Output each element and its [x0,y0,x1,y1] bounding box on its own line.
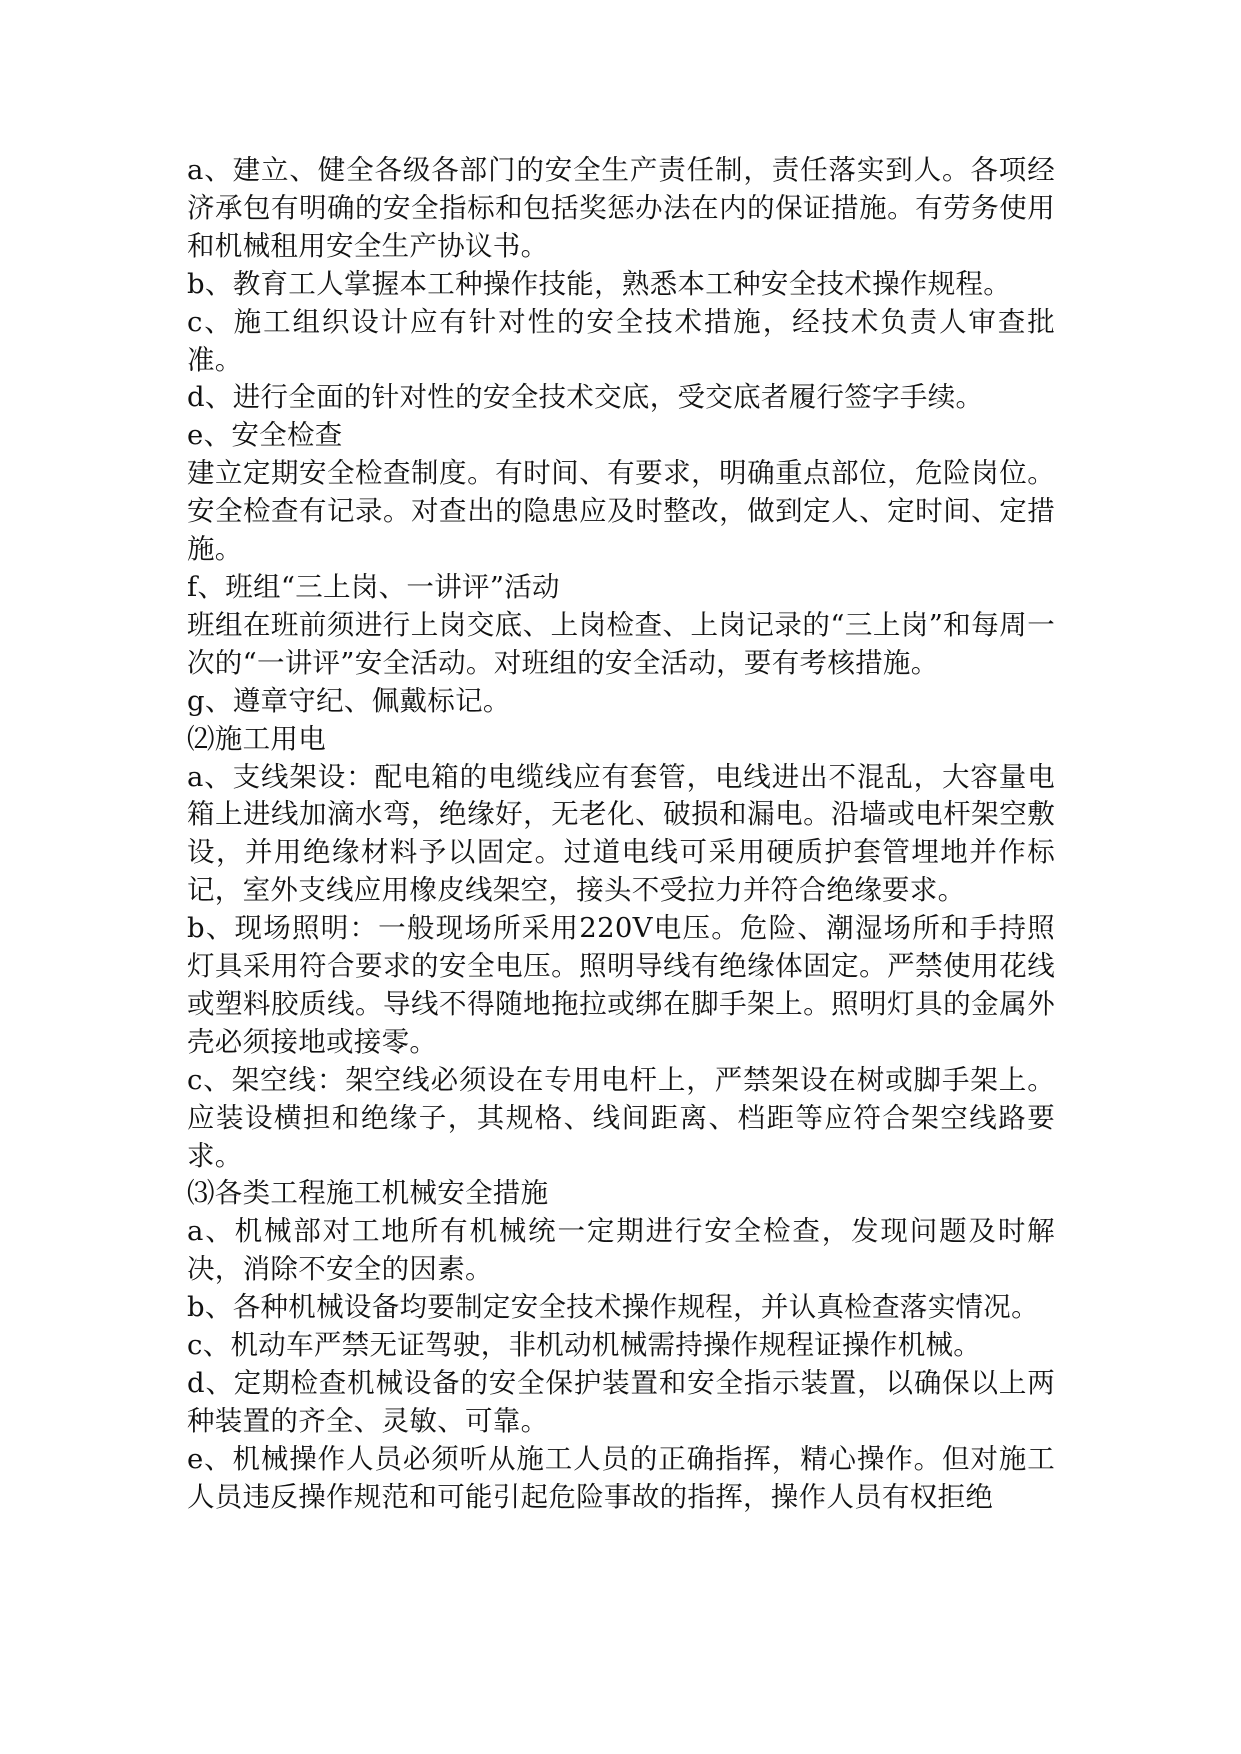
heading-safety-inspection: e、安全检查 [187,419,343,452]
section-heading-machinery: ⑶各类工程施工机械安全措施 [187,1177,549,1210]
paragraph-vehicle-license: c、机动车严禁无证驾驶，非机动机械需持操作规程证操作机械。 [187,1329,982,1362]
paragraph-worker-education: b、教育工人掌握本工种操作技能，熟悉本工种安全技术操作规程。 [187,267,1012,300]
paragraph-branch-wiring: a、支线架设：配电箱的电缆线应有套管，电线进出不混乱，大容量电箱上进线加滴水弯，绝缘好，无老化、破损和漏电。沿墙或电杆架空敷设，并用绝缘材料予以固定。过道电线可采用硬质护套管埋地并作标记，室外支线应用橡皮线架空，接头不受拉力并符合绝缘要求。 [187,760,1055,907]
paragraph-discipline: g、遵章守纪、佩戴标记。 [187,684,511,717]
heading-team-activity: f、班组“三上岗、一讲评”活动 [187,570,560,603]
paragraph-construction-design: c、施工组织设计应有针对性的安全技术措施，经技术负责人审查批准。 [187,305,1055,376]
section-heading-electricity: ⑵施工用电 [187,722,326,755]
paragraph-team-activity: 班组在班前须进行上岗交底、上岗检查、上岗记录的“三上岗”和每周一次的“一讲评”安全活动。对班组的安全活动，要有考核措施。 [187,608,1055,679]
document-page [187,152,1055,1517]
paragraph-operating-rules: b、各种机械设备均要制定安全技术操作规程，并认真检查落实情况。 [187,1291,1039,1324]
paragraph-technical-briefing: d、进行全面的针对性的安全技术交底，受交底者履行签字手续。 [187,381,984,414]
paragraph-machinery-inspection: a、机械部对工地所有机械统一定期进行安全检查，发现问题及时解决，消除不安全的因素。 [187,1215,1055,1286]
paragraph-protection-devices: d、定期检查机械设备的安全保护装置和安全指示装置，以确保以上两种装置的齐全、灵敏、可靠。 [187,1367,1055,1437]
paragraph-operator-command: e、机械操作人员必须听从施工人员的正确指挥，精心操作。但对施工人员违反操作规范和可能引起危险事故的指挥，操作人员有权拒绝 [187,1442,1055,1513]
paragraph-inspection-system: 建立定期安全检查制度。有时间、有要求，明确重点部位，危险岗位。安全检查有记录。对查出的隐患应及时整改，做到定人、定时间、定措施。 [187,457,1055,566]
paragraph-overhead-lines: c、架空线：架空线必须设在专用电杆上，严禁架设在树或脚手架上。应装设横担和绝缘子，其规格、线间距离、档距等应符合架空线路要求。 [187,1063,1055,1172]
paragraph-safety-responsibility: a、建立、健全各级各部门的安全生产责任制，责任落实到人。各项经济承包有明确的安全指标和包括奖惩办法在内的保证措施。有劳务使用和机械租用安全生产协议书。 [187,154,1055,262]
paragraph-site-lighting: b、现场照明：一般现场所采用220V电压。危险、潮湿场所和手持照灯具采用符合要求的安全电压。照明导线有绝缘体固定。严禁使用花线或塑料胶质线。导线不得随地拖拉或绑在脚手架上。照明灯具的金属外壳必须接地或接零。 [187,912,1055,1058]
